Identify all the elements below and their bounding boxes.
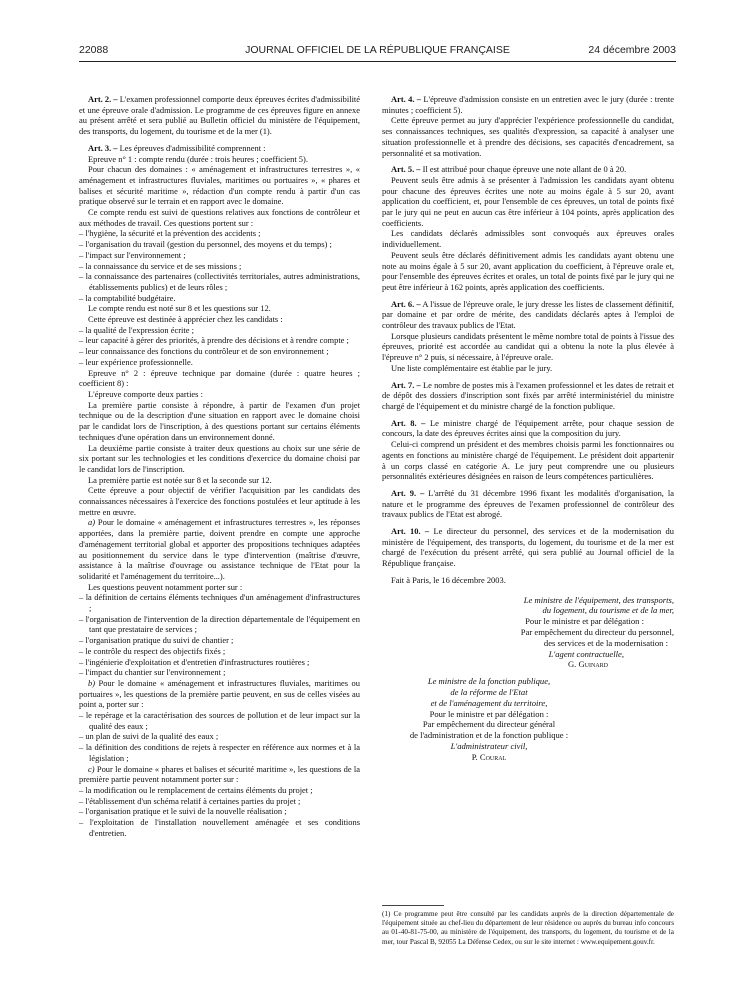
- list-item: – l'établissement d'un schéma relatif à certaines parties du projet ;: [79, 796, 360, 807]
- right-column-articles: [382, 94, 674, 586]
- article-paragraph: Art. 5. – Il est attribué pour chaque épreuve une note allant de 0 à 20.: [391, 164, 627, 175]
- article-paragraph: Art. 7. – Le nombre de postes mis à l'examen professionnel et les dates de retrait et de dépôt des dossiers d'inscription sont fixés par arrêté interministériel du ministre chargé de l'équipement et du ministre chargé de la fonction publique.: [382, 379, 675, 411]
- publication-date: 24 décembre 2003: [588, 44, 676, 56]
- page-number: 22088: [79, 44, 109, 56]
- list-item: – l'hygiène, la sécurité et la prévention des accidents ;: [79, 228, 360, 239]
- list-item: – le contrôle du respect des objectifs fixés ;: [79, 646, 360, 657]
- list-item: – l'organisation pratique et le suivi de la nouvelle réalisation ;: [79, 806, 360, 817]
- paragraph: Cette épreuve permet au jury d'apprécier l'expérience professionnelle du candidat, ses connaissances techniques, ses qualités d'expression, sa capacité à analyser une situation professionnelle et à prendre des décisions, ses capacités d'encadrement, sa personnalité et sa motivation.: [382, 115, 674, 158]
- paragraph: Cette épreuve a pour objectif de vérifier l'acquisition par les candidats des connaissances nécessaires à l'exercice des fonctions postulées et leur aptitude à les mettre en œuvre.: [79, 485, 360, 517]
- signature-delegation-1: Pour le ministre et par délégation :: [525, 616, 644, 627]
- paragraph: Une liste complémentaire est établie par le jury.: [391, 362, 553, 373]
- article-paragraph: Art. 9. – L'arrêté du 31 décembre 1996 fixant les modalités d'organisation, la nature et le programme des épreuves de l'examen professionnel de contrôleur des travaux publics de l'Etat est abrogé.: [382, 487, 674, 520]
- signature-block-equipment: [382, 595, 674, 671]
- paragraph: Cette épreuve est destinée à apprécier chez les candidats :: [88, 314, 283, 325]
- signature-delegation-2: Par empêchement du directeur du personnel,: [520, 626, 674, 637]
- paragraph: Les questions peuvent notamment porter sur :: [88, 581, 243, 592]
- paragraph: La deuxième partie consiste à traiter deux questions au choix sur une série de six portant sur les technologies et les conditions d'exercice du domaine choisi par le candidat lors de l'inscription.: [79, 442, 360, 474]
- article-paragraph: Art. 4. – L'épreuve d'admission consiste en un entretien avec le jury (durée : trente minutes ; coefficient 5).: [382, 94, 674, 115]
- list-item: – leur connaissance des fonctions du contrôleur et de son environnement ;: [79, 346, 360, 357]
- list-item: – la comptabilité budgétaire.: [79, 293, 360, 304]
- signature-delegation-1: Pour le ministre et par délégation :: [429, 708, 549, 719]
- list-item: – la connaissance du service et de ses missions ;: [79, 261, 360, 272]
- paragraph: Les candidats déclarés admissibles sont convoqués aux épreuves orales individuellement.: [382, 228, 674, 250]
- signature-minister-title-2: du logement, du tourisme et de la mer,: [542, 605, 674, 616]
- list-item: – l'impact du chantier sur l'environnement ;: [79, 667, 360, 678]
- list-item: – le repérage et la caractérisation des sources de pollution et de leur impact sur la qualité des eaux ;: [79, 710, 360, 731]
- paragraph: Epreuve n° 2 : épreuve technique par domaine (durée : quatre heures ; coefficient 8) :: [79, 367, 360, 389]
- list-item: – la qualité de l'expression écrite ;: [79, 325, 360, 336]
- paragraph: Epreuve n° 1 : compte rendu (durée : trois heures ; coefficient 5).: [88, 153, 308, 164]
- footnote-rule: [382, 905, 444, 906]
- paragraph: c) Pour le domaine « phares et balises et sécurité maritime », les questions de la première partie peuvent notamment porter sur :: [79, 763, 360, 785]
- paragraph: b) Pour le domaine « aménagement et infrastructures fluviales, maritimes ou portuaires », les questions de la première partie peuvent, en sus de celles visées au point a, porter sur :: [79, 677, 360, 710]
- article-paragraph: Art. 3. – Les épreuves d'admissibilité comprennent :: [88, 142, 266, 153]
- signature-name: P. Coural: [471, 751, 507, 762]
- signature-minister-title-1: Le ministre de l'équipement, des transports,: [523, 594, 674, 605]
- list-item: – la modification ou le remplacement de certains éléments du projet ;: [79, 785, 360, 796]
- list-item: – leur capacité à gérer des priorités, à prendre des décisions et à rendre compte ;: [79, 335, 360, 346]
- article-paragraph: Art. 10. – Le directeur du personnel, des services et de la modernisation du ministère de l'équipement, des transports, du logement, du tourisme et de la mer est chargé de l'exécution du présent arrêté, qui sera publié au Journal officiel de la République française.: [382, 526, 674, 569]
- header-rule: [79, 61, 676, 62]
- signature-role: L'agent contractuelle,: [548, 648, 624, 659]
- article-paragraph: Art. 2. – L'examen professionnel comporte deux épreuves écrites d'admissibilité et une épreuve orale d'admission. Le programme de ces épreuves figure en annexe au présent arrêté et sera publié au Bulletin officiel du ministère de l'équipement, des transports, du logement, du tourisme et de la mer (1).: [79, 94, 360, 137]
- list-item: – l'organisation du travail (gestion du personnel, des moyens et du temps) ;: [79, 239, 360, 250]
- signature-delegation-3: des services et de la modernisation :: [543, 637, 668, 648]
- article-paragraph: Art. 6. – A l'issue de l'épreuve orale, le jury dresse les listes de classement définitif, par domaine et par ordre de mérite, des candidats déclarés aptes à l'emploi de contrôleur des travaux publics de l'Etat.: [382, 298, 675, 331]
- journal-title: JOURNAL OFFICIEL DE LA RÉPUBLIQUE FRANÇAISE: [245, 44, 510, 56]
- article-paragraph: Art. 8. – Le ministre chargé de l'équipement arrête, pour chaque session de concours, la date des épreuves écrites ainsi que la composition du jury.: [382, 417, 674, 439]
- list-item: – l'impact sur l'environnement ;: [79, 250, 360, 261]
- paragraph: Ce compte rendu est suivi de questions relatives aux fonctions de contrôleur et aux méthodes de travail. Ces questions portent sur :: [79, 207, 360, 228]
- list-item: – la connaissance des partenaires (collectivités territoriales, autres administrations, établissements publics) et de leurs rôles ;: [79, 271, 360, 292]
- list-item: – l'organisation pratique du suivi de chantier ;: [79, 635, 360, 646]
- list-item: – un plan de suivi de la qualité des eaux ;: [79, 731, 360, 742]
- right-column: [382, 94, 674, 762]
- list-item: – la définition de certains éléments techniques d'un aménagement d'infrastructures ;: [79, 592, 360, 613]
- list-item: – l'exploitation de l'installation nouvellement aménagée et ses conditions d'entretien.: [79, 817, 360, 838]
- list-item: – la définition des conditions de rejets à respecter en référence aux normes et à la législation ;: [79, 742, 360, 763]
- paragraph: La première partie consiste à répondre, à partir de l'examen d'un projet technique ou de la description d'une situation en rapport avec le domaine choisi par le candidat lors de l'inscription, à des questions portant sur certains éléments techniques d'une opération dans un environnement donné.: [79, 399, 360, 442]
- paragraph: Le compte rendu est noté sur 8 et les questions sur 12.: [88, 303, 271, 314]
- page-header: [79, 40, 676, 58]
- list-item: – leur expérience professionnelle.: [79, 357, 360, 368]
- paragraph: Peuvent seuls être admis à se présenter à l'admission les candidats ayant obtenu pour chacune des épreuves écrites une note au moins égale à 5 sur 20, avant application du coefficient, et, pour l'ensemble de ces épreuves, un total de points fixé par le jury qui ne peut en aucun cas être inférieur à 104 points, après application des coefficients.: [382, 174, 674, 228]
- paragraph: Fait à Paris, le 16 décembre 2003.: [391, 574, 506, 585]
- paragraph: Pour chacun des domaines : « aménagement et infrastructures terrestres », « aménagement et infrastructures fluviales, maritimes ou portuaires », « phares et balises et sécurité maritime », rédaction d'un compte rendu à partir d'un cas pratique observé sur le terrain et en rapport avec le domaine.: [79, 164, 360, 207]
- list-item: – l'organisation de l'intervention de la direction départementale de l'équipement en tant que prestataire de services ;: [79, 614, 360, 635]
- paragraph: a) Pour le domaine « aménagement et infrastructures terrestres », les réponses apportées, dans la première partie, doivent prendre en compte une approche d'aménagement territorial global et apporter des propositions techniques adaptées au positionnement du service dans le type d'intervention (maîtrise d'œuvre, assistance à la maîtrise d'ouvrage ou assistance technique de l'Etat pour la solidarité et l'aménagement du territoire...).: [79, 517, 360, 581]
- paragraph: Lorsque plusieurs candidats présentent le même nombre total de points à l'issue des épreuves, priorité est accordée au candidat qui a obtenu la note la plus élevée à l'épreuve n° 2 puis, si nécessaire, à l'épreuve orale.: [382, 330, 674, 363]
- signature-name: G. Guinard: [567, 659, 608, 670]
- list-item: – l'ingénierie d'exploitation et d'entretien d'infrastructures routières ;: [79, 657, 360, 668]
- signature-minister-title-1: Le ministre de la fonction publique,: [427, 676, 551, 687]
- signature-delegation-2: Par empêchement du directeur général: [422, 719, 556, 730]
- signature-role: L'administrateur civil,: [450, 740, 528, 751]
- footnote: (1) Ce programme peut être consulté par les candidats auprès de la direction départementale de l'équipement située au chef-lieu du département de leur résidence ou auprès du bureau info concours au 01-40-81-75-00, au ministère de l'équipement, des transports, du logement, du tourisme et de la mer, tour Pascal B, 92055 La Défense Cedex, ou sur le site internet : www.equipement.gouv.fr.: [382, 910, 674, 946]
- signature-minister-title-3: et de l'aménagement du territoire,: [430, 697, 548, 708]
- paragraph: Celui-ci comprend un président et des membres choisis parmi les fonctionnaires ou agents en fonctions au ministère chargé de l'équipement. Le président doit appartenir à un corps classé en catégorie A. Le jury peut comprendre une ou plusieurs personnalités extérieures désignées en raison de leurs compétences particulières.: [382, 439, 674, 482]
- signature-minister-title-2: de la réforme de l'Etat: [450, 686, 528, 697]
- paragraph: Peuvent seuls être déclarés définitivement admis les candidats ayant obtenu une note au moins égale à 5 sur 20, avant application du coefficient, à l'épreuve orale et, pour l'ensemble des épreuves écrites et orales, un total de points fixé par le jury qui ne peut être inférieur à 162 points, après application des coefficients.: [382, 249, 674, 292]
- paragraph: La première partie est notée sur 8 et la seconde sur 12.: [88, 474, 272, 485]
- signature-delegation-3: de l'administration et de la fonction publique :: [409, 730, 569, 741]
- signature-block-public-service: [382, 676, 674, 762]
- left-column: [79, 94, 360, 839]
- paragraph: L'épreuve comporte deux parties :: [88, 388, 203, 399]
